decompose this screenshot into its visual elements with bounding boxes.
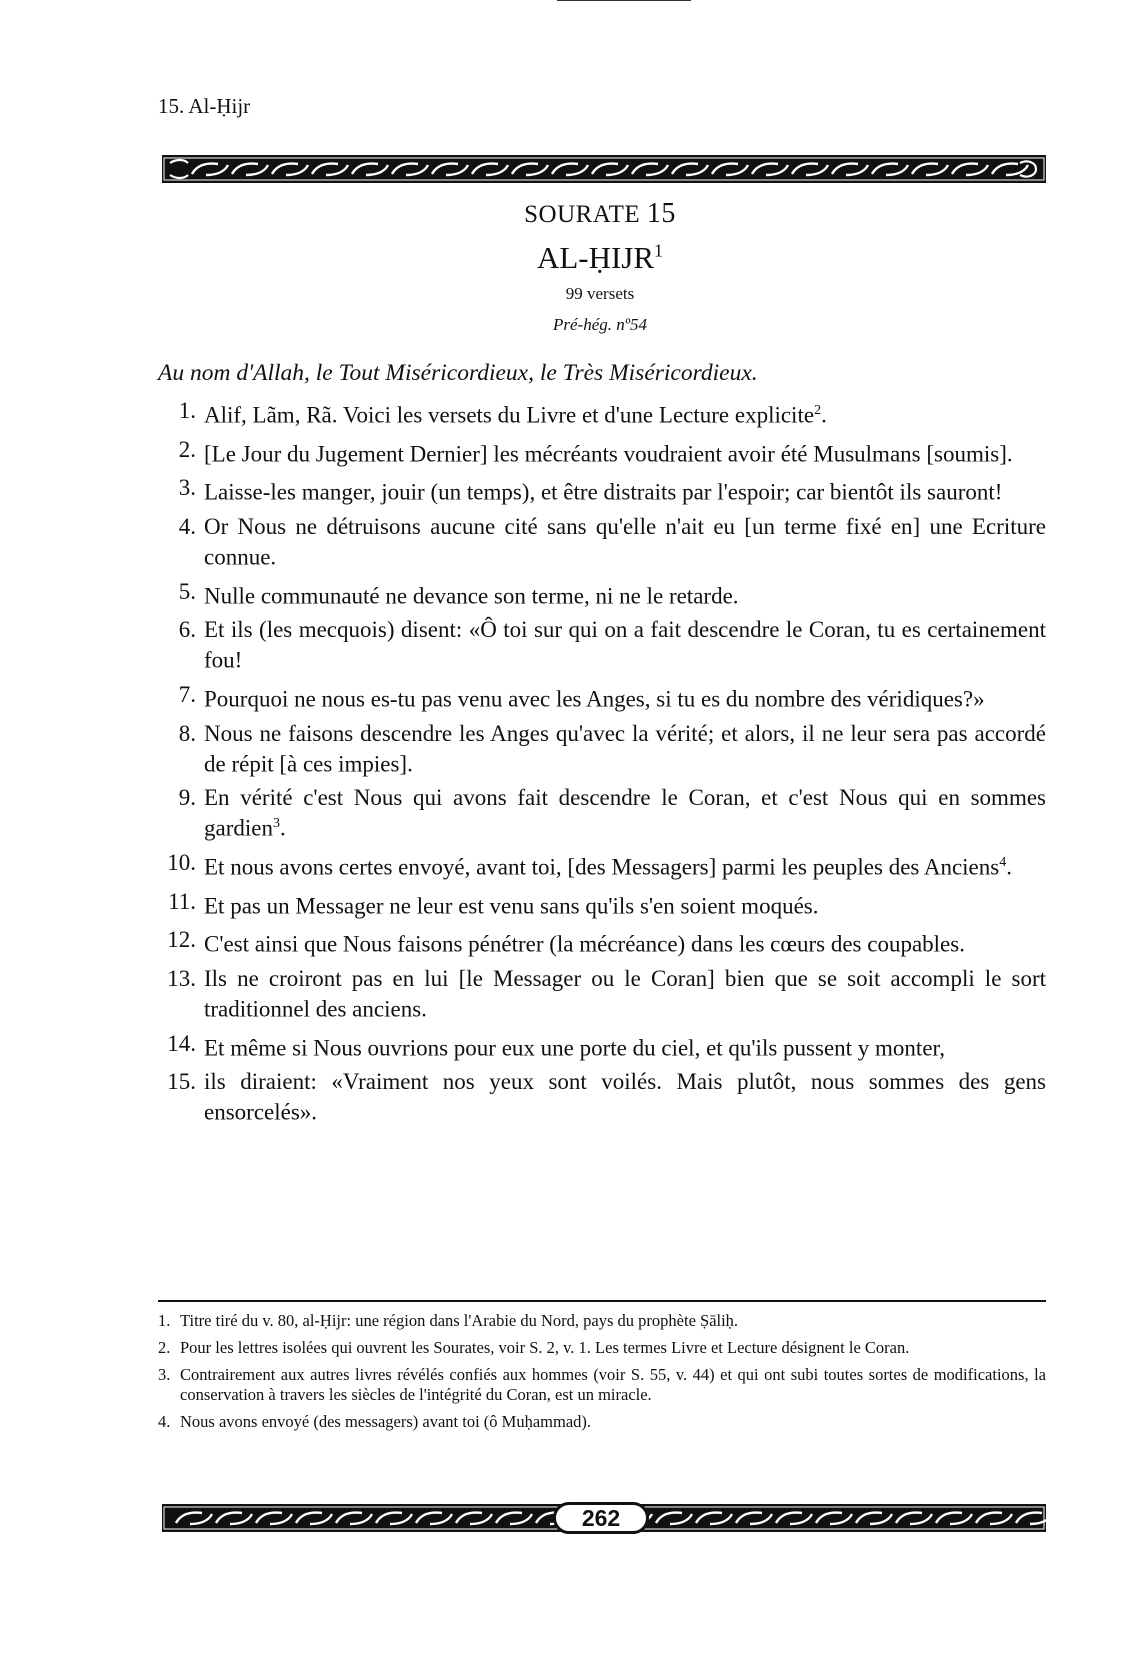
verse <box>150 475 1046 506</box>
verse-number: 1. <box>178 398 196 423</box>
chain-link <box>216 1513 252 1524</box>
footnote-text: Pour les lettres isolées qui ouvrent les Sourates, voir S. 2, v. 1. Les termes Livre et Lecture désignent le Coran. <box>180 1338 910 1357</box>
chain-link <box>672 164 708 175</box>
footnote-number: 3. <box>158 1365 171 1384</box>
running-header: 15. Al-Ḥijr <box>158 94 251 118</box>
chain-link <box>792 164 828 175</box>
footnote <box>158 1338 1046 1358</box>
chain-link <box>192 164 228 175</box>
chain-link <box>376 1513 412 1524</box>
chain-link <box>392 164 428 175</box>
chain-link <box>456 1513 492 1524</box>
chain-link <box>936 1513 972 1524</box>
verse <box>150 1069 1046 1126</box>
verse <box>150 579 1046 610</box>
chain-ornament <box>162 155 1046 183</box>
chain-link <box>752 164 788 175</box>
verse-number: 11. <box>168 888 196 914</box>
chain-link <box>992 164 1028 175</box>
footnote-ref: 3 <box>272 816 280 832</box>
verse-number: 3. <box>178 475 196 501</box>
basmala: Au nom d'Allah, le Tout Miséricordieux, le Très Miséricordieux. <box>158 360 758 386</box>
chain-link <box>352 164 388 175</box>
chain-link <box>232 164 268 175</box>
chain-link <box>736 1513 772 1524</box>
verse-text: Ils ne croiront pas en lui [le Messager ou le Coran] bien que se soit accompli le sort traditionnel des anciens. <box>204 965 1046 1022</box>
footnote-ref: 2 <box>814 403 822 418</box>
verse-text: [Le Jour du Jugement Dernier] les mécréants voudraient avoir été Musulmans [soumis]. <box>204 441 1013 467</box>
verse <box>150 889 1046 920</box>
chain-link <box>432 164 468 175</box>
chain-link <box>256 1513 292 1524</box>
verse-number: 15. <box>167 1069 196 1095</box>
verse-text: ils diraient: «Vraiment nos yeux sont voilés. Mais plutôt, nous sommes des gens ensorcelés». <box>204 1069 1046 1125</box>
chain-link <box>896 1513 932 1524</box>
verse-text: Et ils (les mecquois) disent: «Ô toi sur qui on a fait descendre le Coran, tu es certainement fou! <box>204 617 1046 673</box>
chain-link <box>512 164 548 175</box>
chain-link <box>856 1513 892 1524</box>
hegira-order: Pré-hég. nº54 <box>552 315 648 334</box>
verse-list <box>150 398 1046 1134</box>
footnote-text: Contrairement aux autres livres révélés confiés aux hommes (voir S. 55, v. 44) et qui ont subi toutes sortes de modifications, la conservation à travers les siècles de l'intégrité du Coran, est un miracle. <box>180 1365 1046 1404</box>
chain-link <box>976 1513 1012 1524</box>
top-rule <box>557 0 691 1</box>
verse-number: 10. <box>167 849 196 875</box>
footnote-number: 2. <box>158 1338 171 1357</box>
verse <box>150 850 1046 881</box>
verse-text: Pourquoi ne nous es-tu pas venu avec les Anges, si tu es du nombre des véridiques?» <box>204 686 985 712</box>
sourate-title <box>0 240 1124 276</box>
chain-link <box>176 1513 212 1524</box>
chain-link <box>592 164 628 175</box>
chain-link <box>696 1513 732 1524</box>
verse-text: Alif, Lãm, Rã. Voici les versets du Livre et d'une Lecture explicite$^2$. <box>204 402 827 428</box>
verse-number: 14. <box>167 1030 196 1056</box>
verse <box>150 1031 1046 1062</box>
footnote-number: 4. <box>158 1412 171 1431</box>
verse <box>150 514 1046 571</box>
verse <box>150 966 1046 1023</box>
verse <box>150 785 1046 842</box>
chain-link <box>912 164 948 175</box>
verse <box>150 927 1046 958</box>
chain-link <box>312 164 348 175</box>
verse-number: 2. <box>178 436 196 462</box>
chain-link <box>712 164 748 175</box>
chain-link <box>632 164 668 175</box>
top-ornament-band <box>162 155 1046 183</box>
chain-link <box>656 1513 692 1524</box>
verse-text: Or Nous ne détruisons aucune cité sans qu'elle n'ait eu [un terme fixé en] une Ecriture connue. <box>204 513 1046 570</box>
page-number: 262 <box>553 1502 649 1534</box>
verse-number: 12. <box>167 927 196 953</box>
chain-link <box>416 1513 452 1524</box>
footnote-text: Titre tiré du v. 80, al-Ḥijr: une région dans l'Arabie du Nord, pays du prophète Ṣāliḥ. <box>180 1311 739 1330</box>
verse-text: Et même si Nous ouvrions pour eux une porte du ciel, et qu'ils pussent y monter, <box>204 1035 946 1061</box>
verse-number: 6. <box>178 617 196 643</box>
chain-link <box>336 1513 372 1524</box>
verse-number: 4. <box>178 513 196 539</box>
chain-link <box>816 1513 852 1524</box>
footnote <box>158 1365 1046 1405</box>
verse-text: Nulle communauté ne devance son terme, ni ne le retarde. <box>204 583 739 609</box>
footnote-text: Nous avons envoyé (des messagers) avant toi (ô Muḥammad). <box>180 1412 592 1431</box>
chain-link <box>832 164 868 175</box>
verse <box>150 617 1046 674</box>
verse-number: 9. <box>178 785 196 811</box>
footnote-number: 1. <box>158 1311 171 1330</box>
footnote <box>158 1311 1046 1331</box>
verse-number: 7. <box>178 681 196 707</box>
verse-text: Et pas un Messager ne leur est venu sans qu'ils s'en soient moqués. <box>204 893 819 919</box>
chain-link <box>552 164 588 175</box>
verse-text: Nous ne faisons descendre les Anges qu'avec la vérité; et alors, il ne leur sera pas accordé de répit [à ces impies]. <box>204 720 1046 777</box>
footnote-rule <box>158 1300 1046 1302</box>
verse-number: 8. <box>178 720 196 746</box>
verse-count: 99 versets <box>565 284 635 303</box>
footnote-ref: 1 <box>654 240 664 261</box>
chain-link <box>472 164 508 175</box>
chain-link <box>776 1513 812 1524</box>
chain-link <box>1016 1513 1046 1524</box>
verse <box>150 721 1046 778</box>
verse-text: Laisse-les manger, jouir (un temps), et être distraits par l'espoir; car bientôt ils sauront! <box>204 479 1003 505</box>
verse-text: C'est ainsi que Nous faisons pénétrer (la mécréance) dans les cœurs des coupables. <box>204 931 965 957</box>
verse <box>150 682 1046 713</box>
chain-link <box>496 1513 532 1524</box>
sourate-name: AL-ḤIJR <box>536 240 655 275</box>
verse-text: En vérité c'est Nous qui avons fait descendre le Coran, et c'est Nous qui en sommes gardien$^3$. <box>204 785 1046 841</box>
verse <box>150 398 1046 429</box>
footnote <box>158 1412 1046 1432</box>
sourate-label <box>0 198 1124 230</box>
chain-link <box>272 164 308 175</box>
sourate-number: 15 <box>646 198 676 229</box>
footnote-ref: 4 <box>999 854 1007 870</box>
chain-link <box>952 164 988 175</box>
verse-number: 13. <box>167 965 196 991</box>
chain-link <box>296 1513 332 1524</box>
sourate-label-text: SOURATE <box>524 201 641 228</box>
verse-text: Et nous avons certes envoyé, avant toi, [des Messagers] parmi les peuples des Anciens$^4$. <box>204 854 1012 880</box>
verse-number: 5. <box>178 578 196 604</box>
footnote-list <box>158 1311 1046 1439</box>
verse <box>150 437 1046 468</box>
chain-link <box>872 164 908 175</box>
